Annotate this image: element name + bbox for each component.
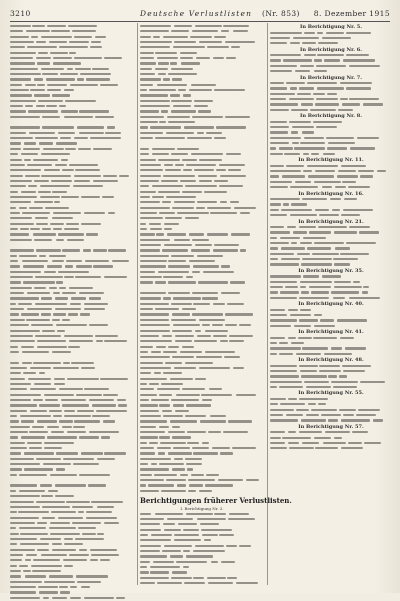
correction-heading: In Berichtigung Nr. 6. — [300, 46, 362, 53]
publication-title: Deutsche Verlustlisten — [140, 9, 253, 18]
correction-heading: In Berichtigung Nr. 21. — [298, 218, 364, 225]
text-line — [270, 263, 392, 268]
text-line — [10, 115, 134, 120]
text-line — [270, 324, 392, 329]
text-line — [140, 581, 264, 586]
issue-number: (Nr. 853) — [262, 9, 300, 18]
text-column-left — [10, 24, 134, 585]
correction-heading: In Berichtigung Nr. 57. — [298, 423, 364, 430]
correction-heading: In Berichtigung Nr. 35. — [298, 267, 364, 274]
correction-heading: In Berichtigung Nr. 7. — [300, 74, 362, 81]
text-line — [270, 213, 392, 218]
correction-heading: In Berichtigung Nr. 8. — [300, 113, 362, 120]
text-line — [270, 108, 392, 113]
text-line — [10, 238, 134, 243]
section-title: Berichtigungen früherer Verlustlisten. — [140, 496, 292, 506]
page-header — [10, 7, 390, 22]
correction-heading: In Berichtigung Nr. 48. — [298, 357, 364, 364]
correction-heading: In Berichtigung Nr. 11. — [298, 157, 364, 164]
correction-heading: In Berichtigung Nr. 41. — [298, 329, 364, 336]
text-line — [140, 136, 264, 141]
text-line — [270, 352, 392, 357]
correction-heading: In Berichtigung Nr. 40. — [298, 301, 364, 308]
column-rule — [137, 23, 138, 585]
text-line — [270, 446, 392, 451]
text-line — [10, 473, 134, 478]
text-line — [10, 350, 134, 355]
text-column-middle — [140, 24, 292, 585]
text-line — [270, 41, 392, 46]
text-line — [270, 385, 392, 390]
text-line — [270, 152, 392, 157]
text-column-right — [270, 24, 392, 585]
text-line — [140, 489, 264, 494]
text-line — [270, 418, 392, 423]
text-line — [140, 281, 264, 286]
issue-date: 8. Dezember 1915 — [313, 9, 390, 18]
text-line — [270, 69, 392, 74]
correction-heading: In Berichtigung Nr. 5. — [300, 24, 362, 30]
section-subtitle: I. Berichtigung Nr. 3. — [180, 506, 224, 512]
correction-heading: In Berichtigung Nr. 55. — [298, 390, 364, 397]
correction-heading: In Berichtigung Nr. 16. — [298, 190, 364, 197]
text-line — [270, 296, 392, 301]
page-number: 3210 — [10, 9, 31, 18]
text-line — [10, 596, 134, 601]
text-line — [270, 185, 392, 190]
